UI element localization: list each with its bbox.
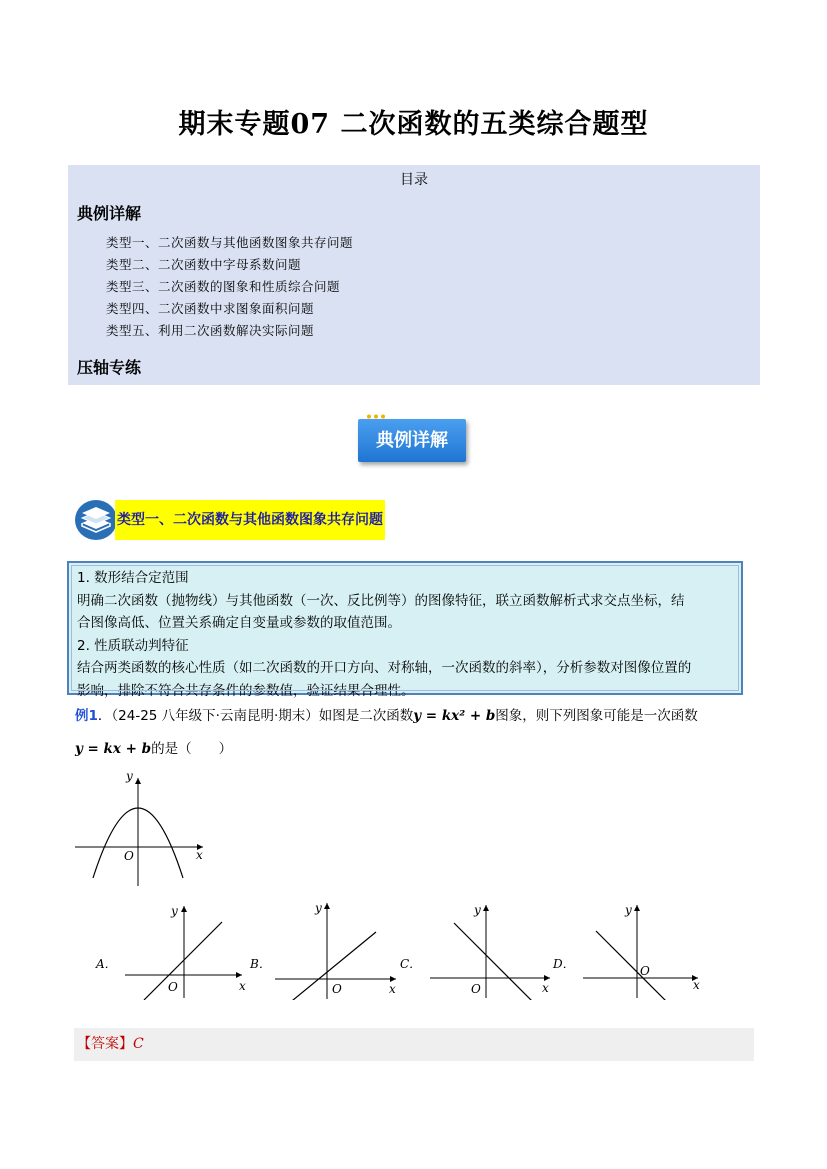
toc-item-3[interactable]: 类型三、二次函数的图象和性质综合问题 <box>106 279 341 294</box>
toc-section-practice[interactable]: 压轴专练 <box>77 358 142 377</box>
origin-label: O <box>332 982 342 996</box>
option-c-graph[interactable] <box>425 897 560 1000</box>
option-b-graph[interactable] <box>270 895 405 1000</box>
x-axis-label: x <box>196 848 203 862</box>
example-question-line1 <box>75 704 698 724</box>
tip-line: 结合两类函数的核心性质（如二次函数的开口方向、对称轴，一次函数的斜率），分析参数对图像位置的 <box>77 660 692 676</box>
toc-heading: 目录 <box>400 172 428 188</box>
answer-label: 【答案】 <box>77 1036 133 1052</box>
y-axis-label: y <box>171 904 178 918</box>
origin-label: O <box>640 964 650 978</box>
stacked-books-icon <box>74 499 118 541</box>
option-a-label[interactable]: A． <box>96 957 117 971</box>
origin-label: O <box>168 980 178 994</box>
option-d-graph[interactable] <box>578 897 708 1000</box>
y-axis-label: y <box>625 903 632 917</box>
tip-line: 明确二次函数（抛物线）与其他函数（一次、反比例等）的图像特征，联立函数解析式求交点坐标，结 <box>77 592 685 609</box>
example-source: ．（24-25 八年级下·云南昆明·期末）如图是二次函数 <box>97 708 414 724</box>
toc-section-examples[interactable]: 典例详解 <box>77 204 142 223</box>
tip-line: 1. 数形结合定范围 <box>77 570 189 586</box>
origin-label: O <box>124 849 134 863</box>
parabola-graph <box>70 768 215 890</box>
y-axis-label: y <box>315 901 322 915</box>
page-title: 期末专题07 二次函数的五类综合题型 <box>178 109 649 140</box>
x-axis-label: x <box>389 982 396 996</box>
toc-item-5[interactable]: 类型五、利用二次函数解决实际问题 <box>106 323 315 338</box>
answer-value: C <box>133 1036 144 1052</box>
linear-formula: y = kx + b <box>75 741 152 757</box>
example-question-line2 <box>75 737 232 757</box>
type-heading: 类型一、二次函数与其他函数图象共存问题 <box>115 500 385 540</box>
origin-label: O <box>471 982 481 996</box>
method-tip-box <box>67 561 743 699</box>
tip-line: 影响，排除不符合共存条件的参数值，验证结果合理性。 <box>77 682 415 699</box>
section-badge: 典例详解 <box>358 419 466 462</box>
toc-item-2[interactable]: 类型二、二次函数中字母系数问题 <box>106 257 302 272</box>
y-axis-label: y <box>474 903 481 917</box>
x-axis-label: x <box>542 981 549 995</box>
toc-item-1[interactable]: 类型一、二次函数与其他函数图象共存问题 <box>106 235 354 250</box>
y-axis-label: y <box>126 769 133 783</box>
toc-item-4[interactable]: 类型四、二次函数中求图象面积问题 <box>106 301 315 316</box>
option-d-label[interactable]: D． <box>553 957 575 971</box>
table-of-contents <box>68 165 760 385</box>
answer-bar <box>74 1028 754 1061</box>
quadratic-formula: y = kx² + b <box>413 708 496 724</box>
tip-line: 合图像高低、位置关系确定自变量或参数的取值范围。 <box>77 615 401 631</box>
example-question-end: 的是（ ） <box>151 741 233 757</box>
option-a-graph[interactable] <box>120 900 250 1000</box>
option-b-label[interactable]: B． <box>250 957 271 971</box>
x-axis-label: x <box>693 978 700 992</box>
x-axis-label: x <box>239 979 246 993</box>
tip-line: 2. 性质联动判特征 <box>77 637 189 654</box>
example-label: 例1 <box>75 708 98 724</box>
option-c-label[interactable]: C． <box>400 957 422 971</box>
example-text: 图象，则下列图象可能是一次函数 <box>495 708 698 724</box>
